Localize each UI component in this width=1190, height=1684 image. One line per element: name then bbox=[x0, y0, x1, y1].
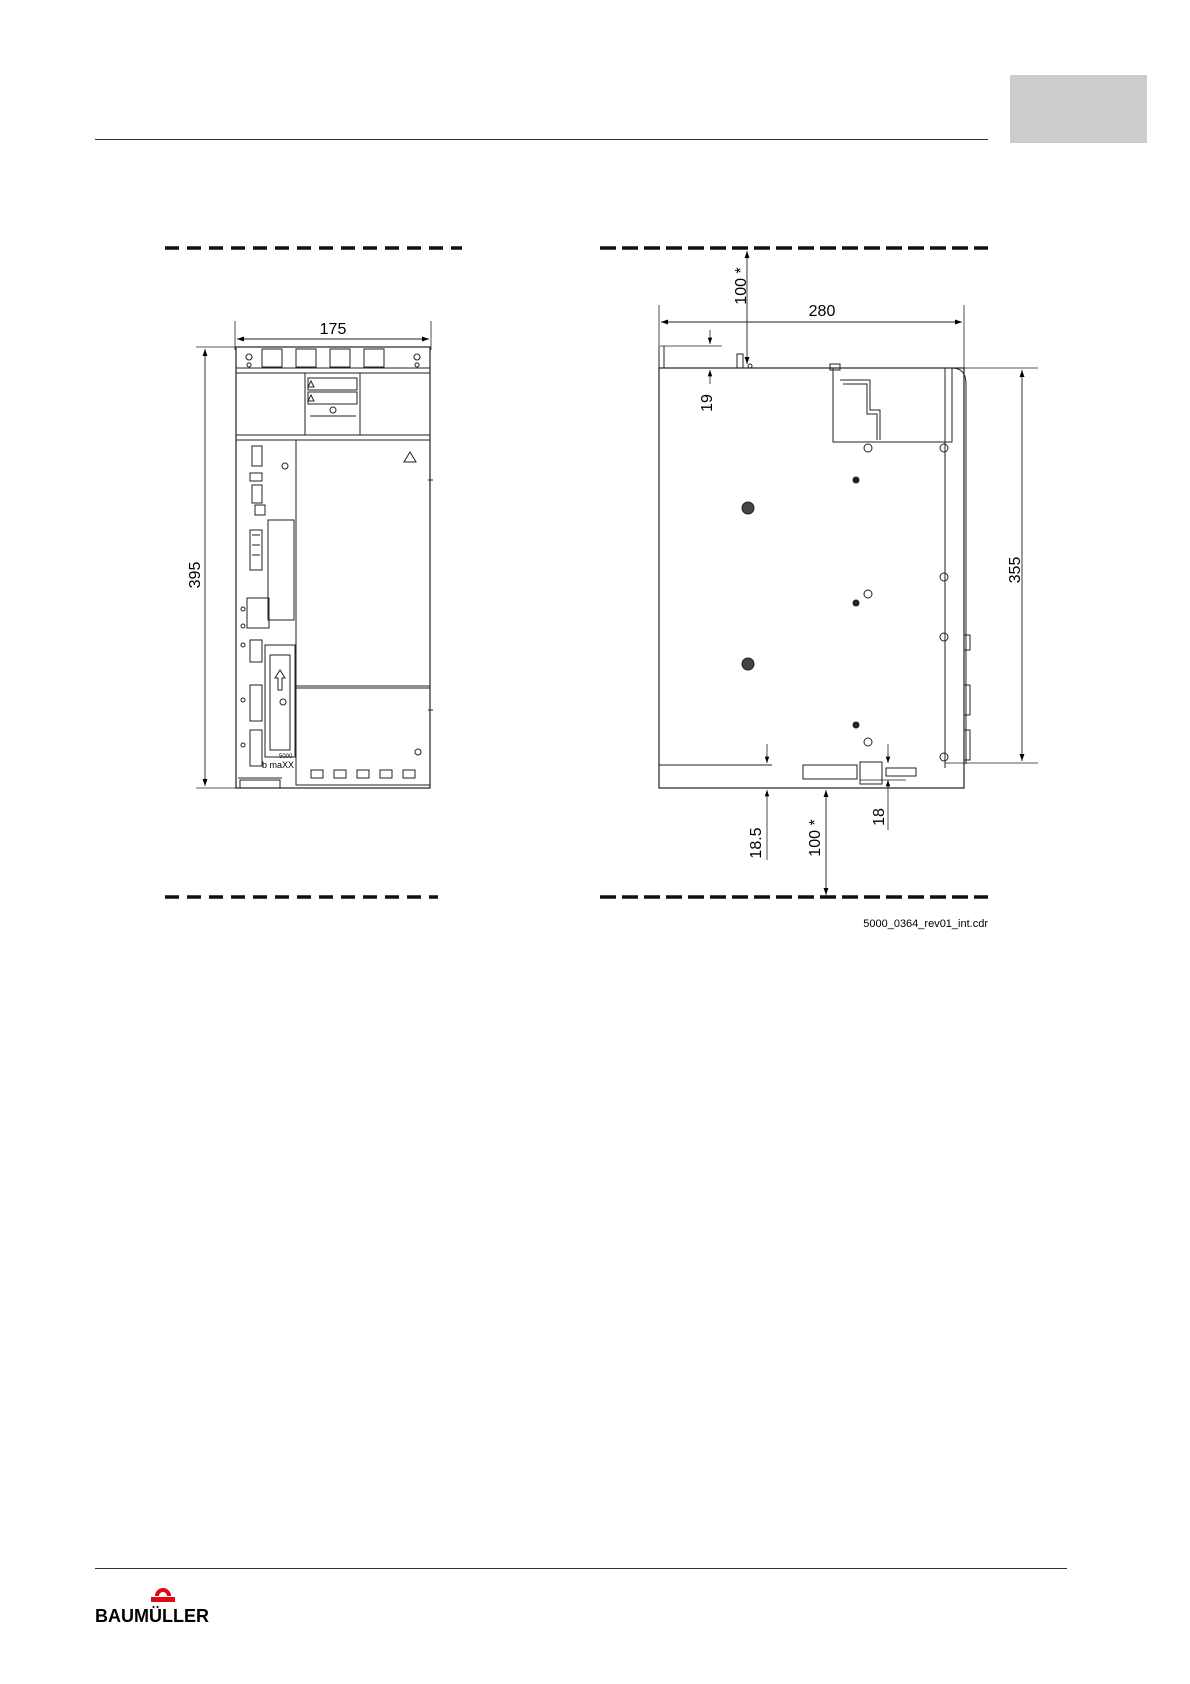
front-height-label: 395 bbox=[187, 561, 204, 589]
front-width-label: 175 bbox=[319, 321, 347, 338]
side-top-offset-label: 19 bbox=[699, 394, 716, 412]
side-view bbox=[659, 251, 1038, 895]
front-model-label: 5000 bbox=[279, 754, 293, 760]
footer-rule bbox=[95, 1568, 1067, 1569]
logo-mark-icon bbox=[151, 1588, 175, 1602]
front-view bbox=[196, 321, 433, 788]
logo-wordmark: BAUMÜLLER bbox=[95, 1606, 209, 1626]
side-bottom-clearance-label: 100 * bbox=[807, 819, 824, 857]
side-housing bbox=[659, 368, 964, 788]
side-bottom-offset-right-label: 18 bbox=[871, 808, 888, 826]
baumuller-logo bbox=[95, 1582, 245, 1630]
drawing-file-label: 5000_0364_rev01_int.cdr bbox=[863, 918, 988, 930]
front-brand-mark: b maXX bbox=[262, 760, 295, 770]
side-bottom-offset-left-label: 18.5 bbox=[748, 827, 765, 859]
side-height-label: 355 bbox=[1007, 556, 1024, 584]
side-top-clearance-label: 100 * bbox=[733, 267, 750, 305]
side-depth-label: 280 bbox=[808, 303, 836, 320]
